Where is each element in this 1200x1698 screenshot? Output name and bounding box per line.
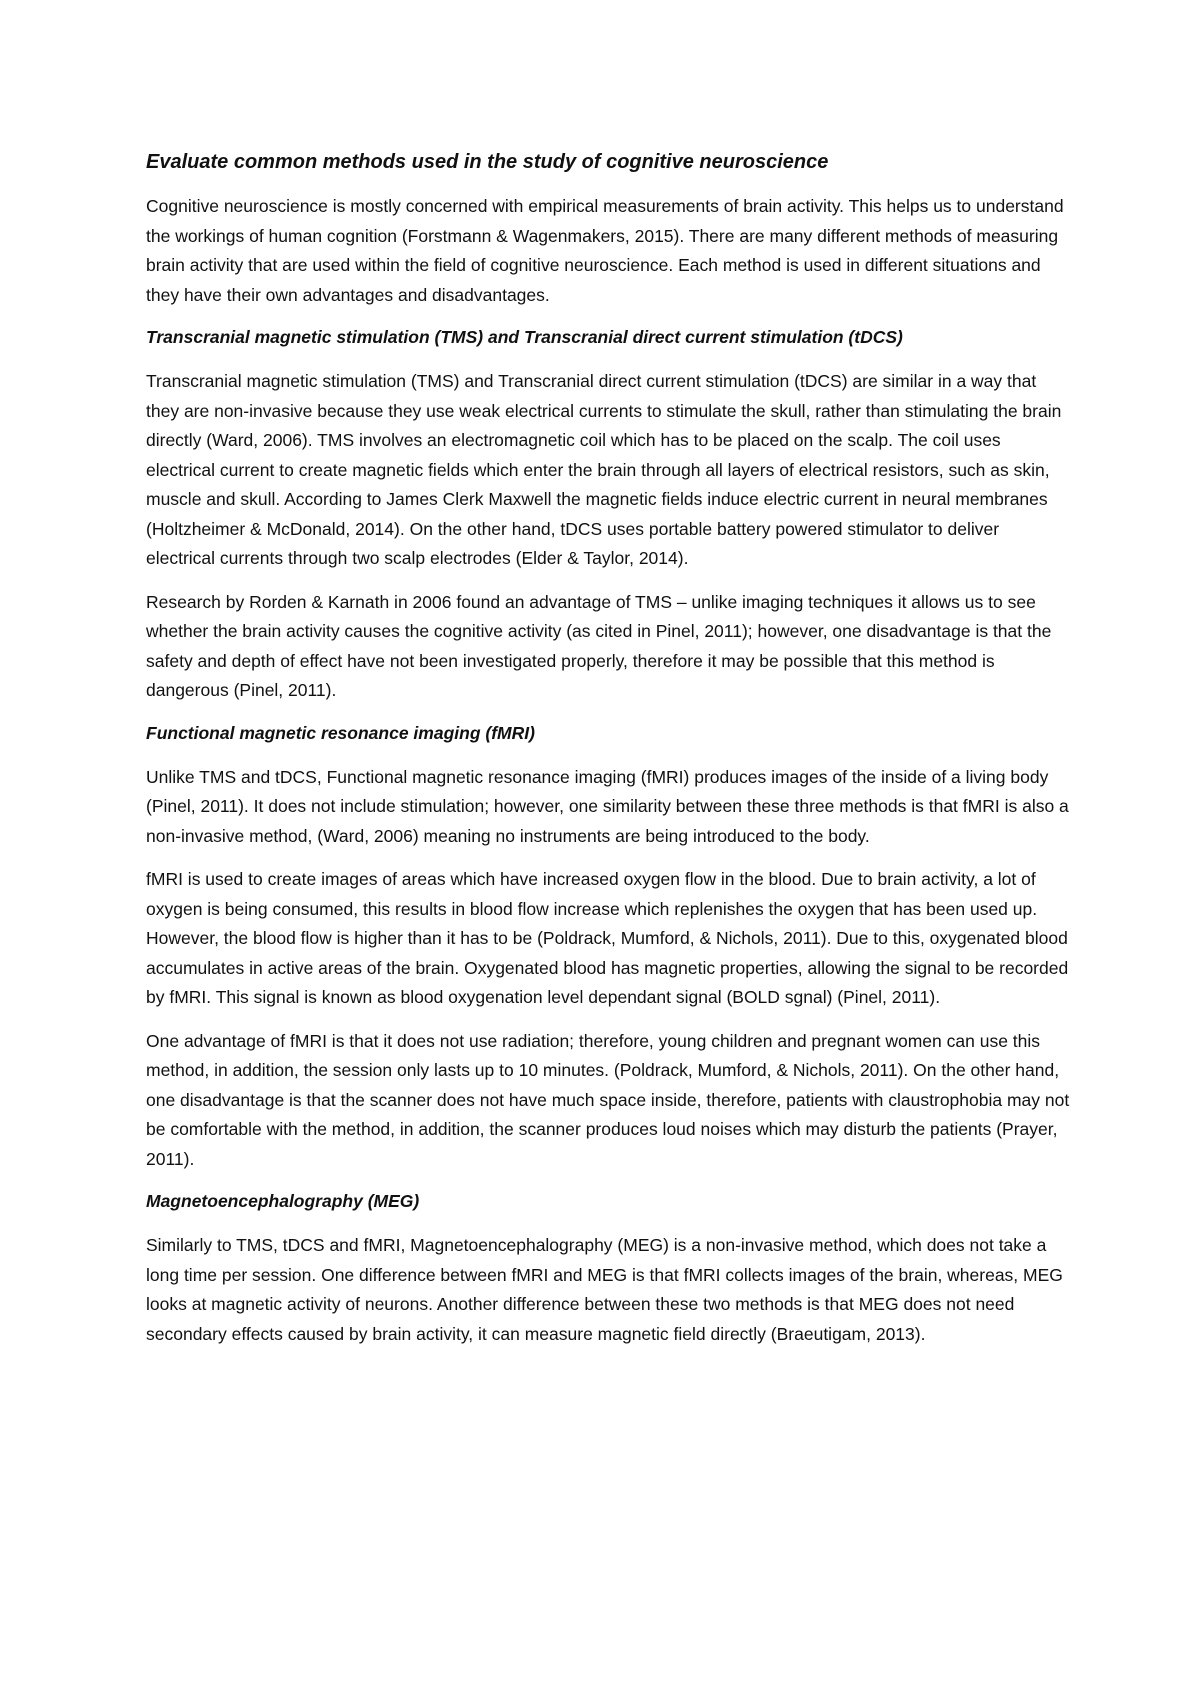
paragraph-meg-description: Similarly to TMS, tDCS and fMRI, Magnetoencephalography (MEG) is a non-invasive method, which does not take a long time per session. One difference between fMRI and MEG is that fMRI collects images of the brain, whereas, MEG looks at magnetic activity of neurons. Another difference between these two methods is that MEG does not need secondary effects caused by brain activity, it can measure magnetic field directly (Braeutigam, 2013). (146, 1235, 1063, 1344)
paragraph-tms-advantages: Research by Rorden & Karnath in 2006 found an advantage of TMS – unlike imaging techniques it allows us to see whether the brain activity causes the cognitive activity (as cited in Pinel, 2011); however, one disadvantage is that the safety and depth of effect have not been investigated properly, therefore it may be possible that this method is dangerous (Pinel, 2011). (146, 591, 1052, 700)
paragraph-fmri-mechanism: fMRI is used to create images of areas which have increased oxygen flow in the blood. Due to brain activity, a lot of oxygen is being consumed, this results in blood flow increase which replenishes the oxygen that has been used up. However, the blood flow is higher than it has to be (Poldrack, Mumford, & Nichols, 2011). Due to this, oxygenated blood accumulates in active areas of the brain. Oxygenated blood has magnetic properties, allowing the signal to be recorded by fMRI. This signal is known as blood oxygenation level dependant signal (BOLD sgnal) (Pinel, 2011). (146, 869, 1069, 1007)
paragraph-fmri-description: Unlike TMS and tDCS, Functional magnetic resonance imaging (fMRI) produces images of the inside of a living body (Pinel, 2011). It does not include stimulation; however, one similarity between these three methods is that fMRI is also a non-invasive method, (Ward, 2006) meaning no instruments are being introduced to the body. (146, 766, 1069, 846)
paragraph-fmri-advantages: One advantage of fMRI is that it does not use radiation; therefore, young children and pregnant women can use this method, in addition, the session only lasts up to 10 minutes. (Poldrack, Mumford, & Nichols, 2011). On the other hand, one disadvantage is that the scanner does not have much space inside, therefore, patients with claustrophobia may not be comfortable with the method, in addition, the scanner produces loud noises which may disturb the patients (Prayer, 2011). (146, 1030, 1070, 1169)
section-heading-meg: Magnetoencephalography (MEG) (146, 1191, 420, 1211)
intro-paragraph: Cognitive neuroscience is mostly concerned with empirical measurements of brain activity. This helps us to understand the workings of human cognition (Forstmann & Wagenmakers, 2015). There are many different methods of measuring brain activity that are used within the field of cognitive neuroscience. Each method is used in different situations and they have their own advantages and disadvantages. (146, 196, 1064, 305)
document-title: Evaluate common methods used in the study of cognitive neuroscience (146, 151, 829, 173)
paragraph-tms-tdcs-description: Transcranial magnetic stimulation (TMS) and Transcranial direct current stimulation (tDCS) are similar in a way that they are non-invasive because they use weak electrical currents to stimulate the skull, rather than stimulating the brain directly (Ward, 2006). TMS involves an electromagnetic coil which has to be placed on the scalp. The coil uses electrical current to create magnetic fields which enter the brain through all layers of electrical resistors, such as skin, muscle and skull. According to James Clerk Maxwell the magnetic fields induce electric current in neural membranes (Holtzheimer & McDonald, 2014). On the other hand, tDCS uses portable battery powered stimulator to deliver electrical currents through two scalp electrodes (Elder & Taylor, 2014). (146, 371, 1062, 568)
section-heading-tms-tdcs: Transcranial magnetic stimulation (TMS) and Transcranial direct current stimulation (tDCS) (146, 327, 903, 347)
section-heading-fmri: Functional magnetic resonance imaging (fMRI) (146, 722, 535, 743)
